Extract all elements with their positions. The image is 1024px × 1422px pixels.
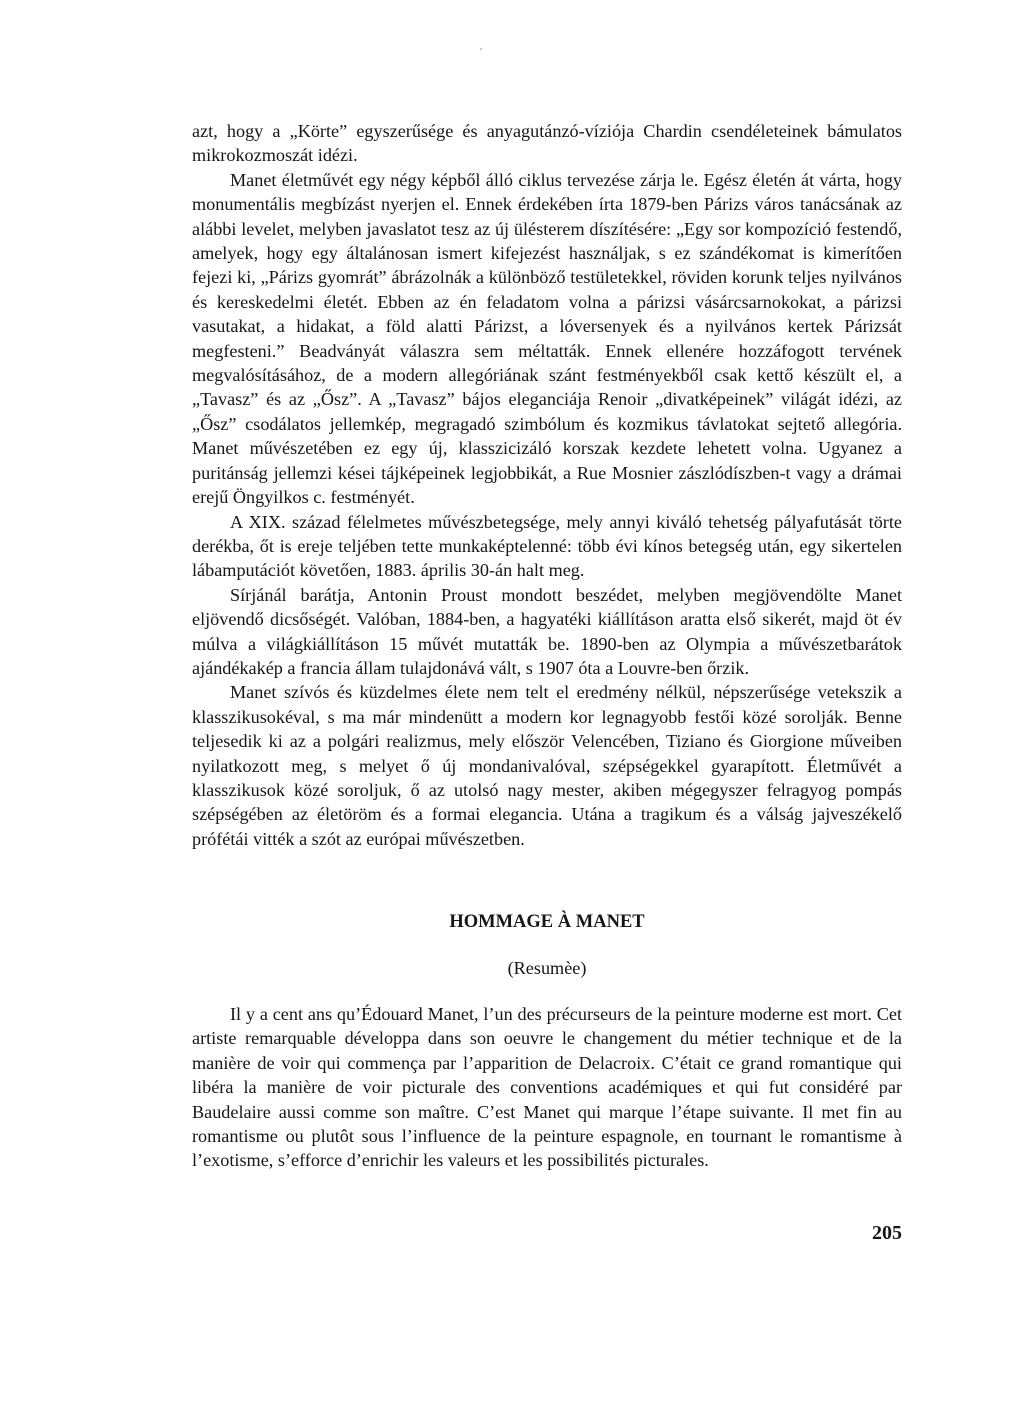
paragraph-2: Manet életművét egy négy képből álló ciklus tervezése zárja le. Egész életén át várta, hogy monumentális megbízást nyerjen el. Ennek érdekében írta 1879-ben Párizs város tanácsának az alábbi levelet, melyben javaslatot tesz az új ülésterem díszítésére: „Egy sor kompozíció festendő, amelyek, hogy egy általánosan ismert kifejezést használjak, s ez szándékomat is kimerítően fejezi ki, „Párizs gyomrát” ábrázolnák a különböző testületekkel, röviden korunk teljes nyilvános és kereskedelmi életét. Ebben az én feladatom volna a párizsi vásárcsarnokokat, a párizsi vasutakat, a hidakat, a föld alatti Párizst, a lóversenyek és a nyilvános kertek Párizsát megfesteni.” Beadványát válaszra sem méltatták. Ennek ellenére hozzáfogott tervének megvalósításához, de a modern allegóriának szánt festményekből csak kettő készült el, a „Tavasz” és az „Ősz”. A „Tavasz” bájos eleganciája Renoir „divatképeinek” világát idézi, az „Ősz” csodálatos jellemkép, megragadó szimbólum és kozmikus távlatokat sejtető allegória. Manet művészetében ez egy új, klasszicizáló korszak kezdete lehetett volna. Ugyanez a puritánság jellemzi kései tájképeinek legjobbikát, a Rue Mosnier zászlódíszben-t vagy a drámai erejű Öngyilkos c. festményét. bbox=[192, 169, 902, 508]
paragraph-3: A XIX. század félelmetes művészbetegsége, mely annyi kiváló tehetség pályafutását törte derékba, őt is ereje teljében tette munkaképtelenné: több évi kínos betegség után, egy sikertelen lábamputációt követően, 1883. április 30-án halt meg. bbox=[192, 511, 902, 581]
paragraph-4: Sírjánál barátja, Antonin Proust mondott beszédet, melyben megjövendölte Manet eljövendő dicsőségét. Valóban, 1884-ben, a hagyatéki kiállításon aratta első sikerét, majd öt év múlva a világkiállításon 15 művét mutatták be. 1890-ben az Olympia a művészetbarátok ajándékakép a francia állam tulajdonává vált, s 1907 óta a Louvre-ben őrzik. bbox=[192, 584, 902, 678]
summary-subtitle: (Resumèe) bbox=[507, 958, 587, 978]
paragraph-5: Manet szívós és küzdelmes élete nem telt el eredmény nélkül, népszerűsége vetekszik a klasszikusokéval, s ma már mindenütt a modern kor legnagyobb festői közé sorolják. Benne teljesedik ki az a polgári realizmus, mely először Velencében, Tiziano és Giorgione műveiben nyilatkozott meg, s melyet ő új mondanivalóval, szépségekkel gyarapított. Életművét a klasszikusok közé soroljuk, ő az utolsó nagy mester, akiben mégegyszer felragyog pompás szépségében az életöröm és a formai elegancia. Utána a tragikum és a válság jajveszékelő prófétái vitték a szót az európai művészetben. bbox=[192, 682, 902, 849]
scan-speck bbox=[480, 48, 482, 50]
french-summary-block bbox=[192, 1002, 902, 1173]
hungarian-text-block bbox=[192, 119, 902, 851]
summary-title: HOMMAGE À MANET bbox=[449, 912, 645, 932]
page-number: 205 bbox=[872, 1222, 902, 1244]
summary-paragraph: Il y a cent ans qu’Édouard Manet, l’un des précurseurs de la peinture moderne est mort. Cet artiste remarquable développa dans son oeuvre le changement du métier technique et de la manière de voir qui commença par l’apparition de Delacroix. C’était ce grand romantique qui libéra la manière de voir picturale des conventions académiques et qui fut considéré par Baudelaire aussi comme son maître. C’est Manet qui marque l’étape suivante. Il met fin au romantisme ou plutôt sous l’influence de la peinture espagnole, en tournant le romantisme à l’exotisme, s’efforce d’enrichir les valeurs et les possibilités picturales. bbox=[192, 1004, 902, 1171]
paragraph-1: azt, hogy a „Körte” egyszerűsége és anyagutánzó-víziója Chardin csendéleteinek bámulatos mikrokozmoszát idézi. bbox=[192, 121, 902, 166]
